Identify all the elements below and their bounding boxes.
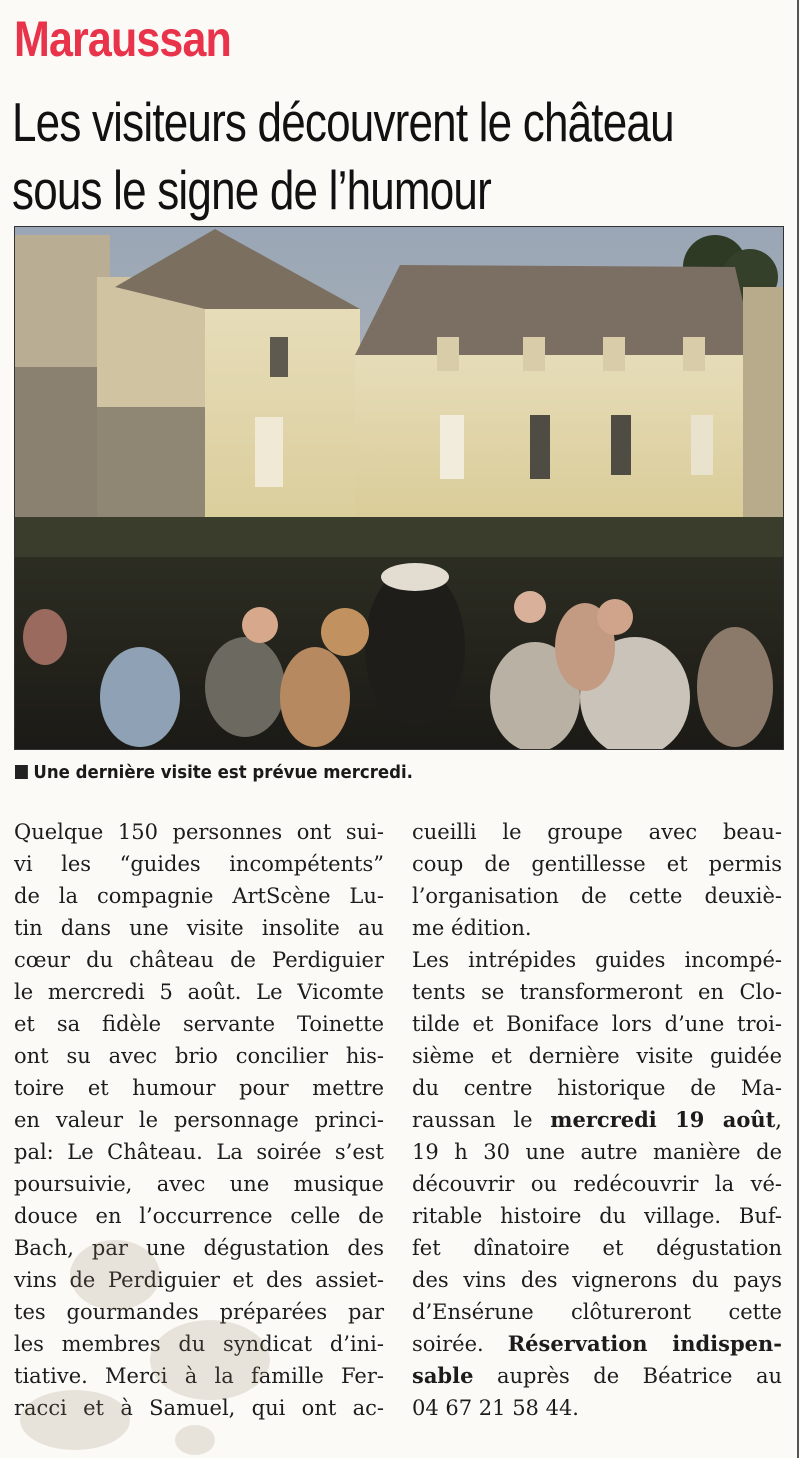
photo-caption <box>15 762 413 783</box>
body-line: ont su avec brio concilier his- <box>14 1044 384 1068</box>
body-line: tents se transformeront en Clo- <box>412 980 782 1004</box>
body-line-contact <box>412 1360 782 1392</box>
body-line: du centre historique de Ma- <box>412 1076 782 1100</box>
body-line: de la compagnie ArtScène Lu- <box>14 884 384 908</box>
body-line: tes gourmandes préparées par <box>14 1300 384 1324</box>
text-run: auprès de Béatrice au <box>473 1364 782 1388</box>
body-line-reservation <box>412 1328 782 1360</box>
body-line: et sa fidèle servante Toinette <box>14 1012 384 1036</box>
column-rule <box>797 0 799 1458</box>
body-line: cueilli le groupe avec beau- <box>412 820 782 844</box>
body-line: me édition. <box>412 916 532 940</box>
body-line: tin dans une visite insolite au <box>14 916 384 940</box>
paper-stain <box>175 1425 215 1455</box>
caption-bullet-icon <box>15 765 28 779</box>
body-line: les membres du syndicat d’ini- <box>14 1332 384 1356</box>
reservation-note: Réservation indispen- <box>507 1331 782 1356</box>
body-line: en valeur le personnage princi- <box>14 1108 384 1132</box>
body-line: cœur du château de Perdiguier <box>14 948 384 972</box>
body-line: sième et dernière visite guidée <box>412 1044 782 1068</box>
body-line: Bach, par une dégustation des <box>14 1236 384 1260</box>
body-line: vi les “guides incompétents” <box>14 852 384 876</box>
phone-number: 04 67 21 58 44. <box>412 1396 579 1420</box>
body-line: d’Ensérune clôtureront cette <box>412 1300 782 1324</box>
body-line: Quelque 150 personnes ont sui- <box>14 820 384 844</box>
body-line: ritable histoire du village. Buf- <box>412 1204 782 1228</box>
headline-line: Les visiteurs découvrent le château <box>12 91 674 153</box>
caption-text: Une dernière visite est prévue mercredi. <box>33 762 413 783</box>
headline <box>12 88 674 224</box>
body-line: des vins des vignerons du pays <box>412 1268 782 1292</box>
body-line: coup de gentillesse et permis <box>412 852 782 876</box>
reservation-note-end: sable <box>412 1363 474 1388</box>
headline-line: sous le signe de l’humour <box>12 159 491 221</box>
body-line: douce en l’occurrence celle de <box>14 1204 384 1228</box>
body-line: Les intrépides guides incompé- <box>412 948 782 972</box>
text-column-1 <box>14 816 384 1424</box>
event-date: mercredi 19 août <box>550 1107 776 1132</box>
text-column-2 <box>412 816 782 1424</box>
body-line-date <box>412 1104 782 1136</box>
body-line: l’organisation de cette deuxiè- <box>412 884 782 908</box>
body-line: racci et à Samuel, qui ont ac- <box>14 1396 384 1420</box>
body-line: toire et humour pour mettre <box>14 1076 384 1100</box>
body-line: tiative. Merci à la famille Fer- <box>14 1364 384 1388</box>
text-run: , <box>775 1108 782 1132</box>
body-line: découvrir ou redécouvrir la vé- <box>412 1172 782 1196</box>
text-run: soirée. <box>412 1332 508 1356</box>
body-line: le mercredi 5 août. Le Vicomte <box>14 980 384 1004</box>
body-line: vins de Perdiguier et des assiet- <box>14 1268 384 1292</box>
body-line: poursuivie, avec une musique <box>14 1172 384 1196</box>
section-kicker: Maraussan <box>14 11 231 67</box>
chateau-crowd-photo <box>14 226 784 750</box>
body-line: 19 h 30 une autre manière de <box>412 1140 782 1164</box>
body-line: fet dînatoire et dégustation <box>412 1236 782 1260</box>
body-line: pal: Le Château. La soirée s’est <box>14 1140 384 1164</box>
body-line: tilde et Boniface lors d’une troi- <box>412 1012 782 1036</box>
text-run: raussan le <box>412 1108 551 1132</box>
